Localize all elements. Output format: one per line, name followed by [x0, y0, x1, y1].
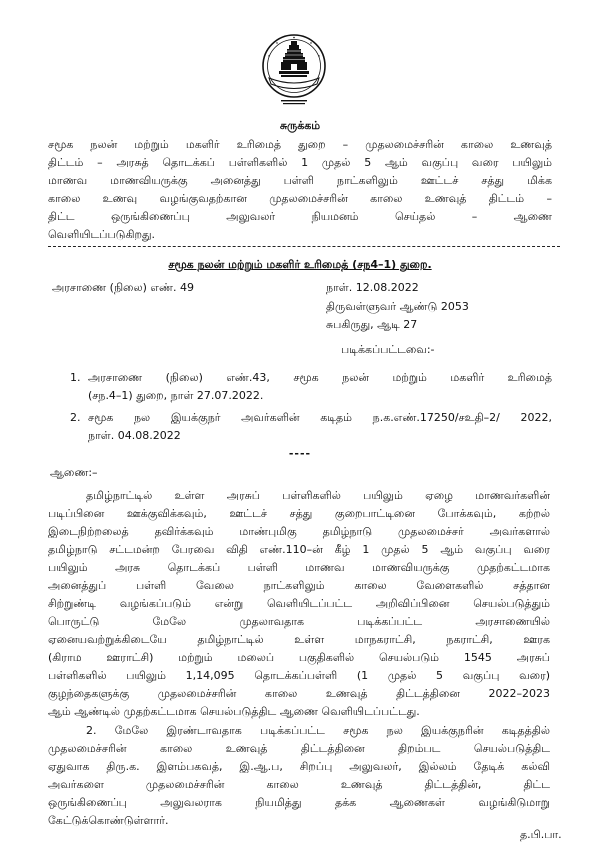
continued-marker: த.பி.பா.	[520, 828, 562, 841]
section-separator: ----	[288, 447, 312, 460]
paragraph-line: தமிழ்நாட்டில் உள்ள அரசுப் பள்ளிகளில் பயிலும் ஏழை மாணவர்களின்	[86, 489, 550, 502]
paragraph-line: சிற்றுண்டி வழங்கப்படும் என்று வெளியிடப்பட்ட அறிவிப்பினை செயல்படுத்தும்	[48, 597, 550, 610]
paragraph-line: பள்ளிகளில் பயிலும் 1,14,095 தொடக்கப்பள்ளி (1 முதல் 5 வகுப்பு வரை)	[48, 669, 550, 682]
paragraph-line: ஏதுவாக திரு.க. இளம்பகவத், இ.ஆ.ப, சிறப்பு அலுவலர், இல்லம் தேடிக் கல்வி	[48, 760, 550, 773]
paragraph-line: ஒருங்கிணைப்பு அலுவலராக நியமித்து தக்க ஆணைகள் வழங்கிடுமாறு	[48, 796, 550, 809]
summary-title: சுருக்கம்	[279, 119, 321, 132]
tamil-year: திருவள்ளுவர் ஆண்டு 2053	[326, 300, 469, 313]
tamil-date: சுபகிருது, ஆடி 27	[326, 318, 418, 331]
summary-line: சமூக நலன் மற்றும் மகளிர் உரிமைத் துறை – முதலமைச்சரின் காலை உணவுத்	[48, 138, 552, 151]
summary-line: மாணவ மாணவியருக்கு அனைத்து பள்ளி நாட்களிலும் ஊட்டச் சத்து மிக்க	[48, 174, 552, 187]
paragraph-line: பொருட்டு மேலே முதலாவதாக படிக்கப்பட்ட அரசாணையில்	[48, 615, 550, 628]
paragraph-line: 2. மேலே இரண்டாவதாக படிக்கப்பட்ட சமூக நல இயக்குநரின் கடிதத்தில்	[86, 724, 550, 737]
paragraph-line: இடைநிற்றலைத் தவிர்க்கவும் மாண்புமிகு தமிழ்நாடு முதலமைச்சர் அவர்களால்	[48, 525, 550, 538]
order-label: ஆணை:–	[50, 466, 98, 479]
paragraph-line: குழந்தைகளுக்கு முதலமைச்சரின் காலை உணவுத் திட்டத்தினை 2022–2023	[48, 687, 550, 700]
paragraph-line: தமிழ்நாடு சட்டமன்ற பேரவை விதி எண்.110–ன் கீழ் 1 முதல் 5 ஆம் வகுப்பு வரை	[48, 543, 550, 556]
read-label: படிக்கப்பட்டவை:-	[341, 343, 435, 356]
summary-line: காலை உணவு வழங்குவதற்கான முதலமைச்சரின் காலை உணவுத் திட்டம் –	[48, 192, 552, 205]
paragraph-line: ஆம் ஆண்டில் முதற்கட்டமாக செயல்படுத்திட ஆணை வெளியிடப்பட்டது.	[48, 705, 420, 718]
tamil-nadu-emblem-icon	[261, 30, 327, 110]
paragraph-line: பயிலும் அரசு தொடக்கப் பள்ளி மாணவ மாணவியருக்கு முதற்கட்டமாக	[48, 561, 550, 574]
order-date: நாள். 12.08.2022	[326, 281, 419, 294]
paragraph-line: அனைத்துப் பள்ளி வேலை நாட்களிலும் காலை வேளைகளில் சத்தான	[48, 579, 550, 592]
reference-line: அரசாணை (நிலை) எண்.43, சமூக நலன் மற்றும் மகளிர் உரிமைத்	[88, 371, 552, 384]
reference-line: நாள். 04.08.2022	[88, 429, 181, 442]
paragraph-line: ஏனையவற்றுக்கிடையே தமிழ்நாட்டில் உள்ள மாநகராட்சி, நகராட்சி, ஊரக	[48, 633, 550, 646]
paragraph-line: கேட்டுக்கொண்டுள்ளார்.	[48, 814, 169, 827]
go-number: அரசாணை (நிலை) எண். 49	[52, 281, 194, 294]
summary-line: திட்டம் – அரசுத் தொடக்கப் பள்ளிகளில் 1 முதல் 5 ஆம் வகுப்பு வரை பயிலும்	[48, 156, 552, 169]
department-heading: சமூக நலன் மற்றும் மகளிர் உரிமைத் (சந4–1) துறை.	[168, 258, 432, 271]
paragraph-line: அவர்களை முதலமைச்சரின் காலை உணவுத் திட்டத்தின், திட்ட	[48, 778, 550, 791]
paragraph-line: (கிராம ஊராட்சி) மற்றும் மலைப் பகுதிகளில் செயல்படும் 1545 அரசுப்	[48, 651, 550, 664]
dashed-divider	[48, 246, 560, 247]
reference-number: 1.	[70, 371, 81, 384]
paragraph-line: முதலமைச்சரின் காலை உணவுத் திட்டத்தினை திறம்பட செயல்படுத்திட	[48, 742, 550, 755]
reference-number: 2.	[70, 411, 81, 424]
reference-line: (சந.4–1) துறை, நாள் 27.07.2022.	[88, 389, 264, 402]
summary-line: திட்ட ஒருங்கிணைப்பு அலுவலர் நியமனம் செய்தல் – ஆணை	[48, 210, 552, 223]
summary-line: வெளியிடப்படுகிறது.	[48, 228, 156, 241]
reference-line: சமூக நல இயக்குநர் அவர்களின் கடிதம் ந.க.எண்.17250/சஉதி–2/ 2022,	[88, 411, 552, 424]
paragraph-line: படிப்பினை ஊக்குவிக்கவும், ஊட்டச் சத்து குறைபாட்டினை போக்கவும், கற்றல்	[48, 507, 550, 520]
